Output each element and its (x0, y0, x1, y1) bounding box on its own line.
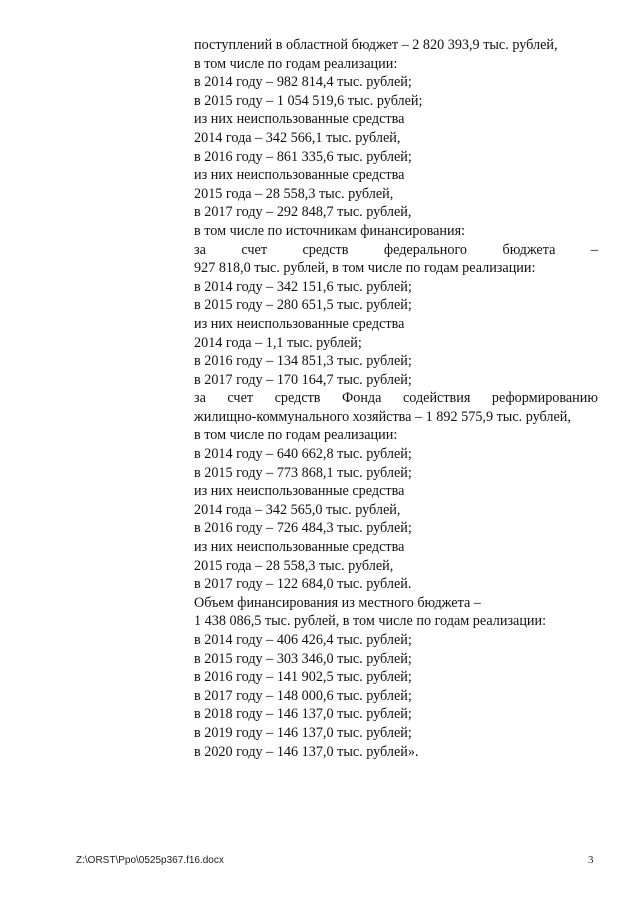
text-line (194, 241, 598, 260)
text-line: в 2014 году – 982 814,4 тыс. рублей; (194, 74, 412, 91)
text-line: 1 438 086,5 тыс. рублей, в том числе по годам реализации: (194, 613, 547, 630)
text-line: в 2014 году – 640 662,8 тыс. рублей; (194, 446, 412, 463)
text-line: 927 818,0 тыс. рублей, в том числе по годам реализации: (194, 260, 536, 277)
text-word: федерального (383, 241, 468, 258)
text-line: в 2014 году – 406 426,4 тыс. рублей; (194, 632, 412, 648)
text-line: в 2020 году – 146 137,0 тыс. рублей». (194, 743, 419, 760)
text-line: в 2016 году – 861 335,6 тыс. рублей; (194, 148, 412, 165)
text-line: в 2015 году – 1 054 519,6 тыс. рублей; (194, 92, 423, 109)
text-line: из них неиспользованные средства (194, 539, 405, 556)
text-line: в 2017 году – 122 684,0 тыс. рублей. (194, 576, 412, 593)
text-line: в том числе по годам реализации: (194, 55, 398, 72)
text-line: в 2017 году – 148 000,6 тыс. рублей; (194, 687, 412, 704)
text-line: в том числе по источникам финансирования: (194, 222, 466, 239)
text-line: 2015 года – 28 558,3 тыс. рублей, (194, 185, 394, 202)
text-word: бюджета (502, 241, 556, 258)
text-line: в 2017 году – 170 164,7 тыс. рублей; (194, 371, 412, 388)
text-line: в 2016 году – 134 851,3 тыс. рублей; (194, 353, 412, 370)
text-line: из них неиспользованные средства (194, 315, 405, 332)
footer-file-path: Z:\ORST\Ppo\0525p367.f16.docx (76, 855, 224, 866)
text-line: в 2019 году – 146 137,0 тыс. рублей; (194, 724, 412, 741)
text-line (194, 389, 598, 408)
text-line: в 2015 году – 773 868,1 тыс. рублей; (194, 464, 412, 481)
text-line: в 2015 году – 303 346,0 тыс. рублей; (194, 650, 412, 667)
text-word: счет (241, 241, 268, 258)
text-word: за (194, 241, 206, 258)
text-line: в том числе по годам реализации: (194, 427, 398, 444)
text-word: средств (302, 241, 349, 258)
text-word: средств (274, 390, 321, 407)
text-word: реформированию (491, 390, 598, 407)
text-line: Объем финансирования из местного бюджета – (194, 594, 481, 611)
text-line: 2015 года – 28 558,3 тыс. рублей, (194, 557, 394, 574)
text-line: жилищно-коммунального хозяйства – 1 892 575,9 тыс. рублей, (194, 408, 571, 425)
text-line: в 2018 году – 146 137,0 тыс. рублей; (194, 706, 412, 723)
text-word: счет (227, 390, 254, 407)
text-word: за (194, 390, 206, 407)
document-body (194, 36, 598, 761)
text-line: поступлений в областной бюджет – 2 820 393,9 тыс. рублей, (194, 37, 558, 53)
text-line: из них неиспользованные средства (194, 483, 405, 500)
text-line: в 2017 году – 292 848,7 тыс. рублей, (194, 204, 412, 221)
text-line: в 2016 году – 141 902,5 тыс. рублей; (194, 669, 412, 686)
text-word: – (590, 241, 598, 258)
text-line: из них неиспользованные средства (194, 111, 405, 128)
page-number: 3 (588, 854, 594, 866)
text-line: 2014 года – 342 566,1 тыс. рублей, (194, 129, 401, 146)
text-line: в 2015 году – 280 651,5 тыс. рублей; (194, 297, 412, 314)
text-word: содействия (402, 390, 471, 407)
text-word: Фонда (342, 390, 382, 407)
text-line: 2014 года – 342 565,0 тыс. рублей, (194, 501, 401, 518)
text-line: 2014 года – 1,1 тыс. рублей; (194, 334, 362, 351)
text-line: из них неиспользованные средства (194, 167, 405, 184)
text-line: в 2016 году – 726 484,3 тыс. рублей; (194, 520, 412, 537)
text-line: в 2014 году – 342 151,6 тыс. рублей; (194, 278, 412, 295)
